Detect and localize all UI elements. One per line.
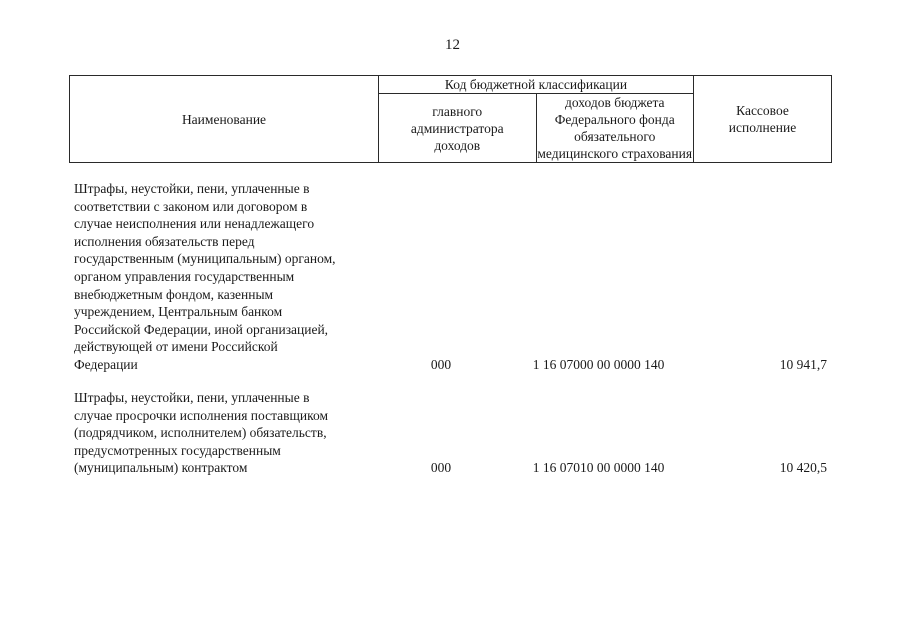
row-income-code: 1 16 07000 00 0000 140 bbox=[532, 357, 665, 372]
row-name-line: учреждением, Центральным банком bbox=[74, 304, 283, 320]
row-name-line: Штрафы, неустойки, пени, уплаченные в bbox=[74, 390, 310, 405]
row-admin-code: 000 bbox=[430, 357, 452, 372]
row-amount: 10 941,7 bbox=[779, 357, 827, 372]
row-name-line: действующей от имени Российской bbox=[74, 339, 278, 355]
row-name-line: исполнения обязательств перед bbox=[74, 233, 255, 249]
header-kbk-group-cell: Код бюджетной классификации bbox=[379, 76, 694, 94]
row-name-line: Российской Федерации, иной организацией, bbox=[74, 321, 329, 337]
row-income-code: 1 16 07010 00 0000 140 bbox=[532, 460, 665, 475]
header-kass-line: исполнение bbox=[728, 120, 797, 135]
row-name-line: Штрафы, неустойки, пени, уплаченные в bbox=[74, 181, 310, 196]
row-name-line: соответствии с законом или договором в bbox=[74, 198, 308, 214]
row-name-line: Федерации bbox=[74, 356, 138, 372]
header-admin-line: администратора bbox=[410, 120, 504, 136]
header-admin-line: доходов bbox=[434, 137, 481, 153]
row-name-line: внебюджетным фондом, казенным bbox=[74, 286, 274, 302]
header-kassovoe-cell bbox=[694, 76, 832, 163]
row-name-line: органом управления государственным bbox=[74, 268, 295, 284]
row-amount: 10 420,5 bbox=[779, 460, 827, 475]
table-header bbox=[69, 75, 832, 163]
row-name-line: (подрядчиком, исполнителем) обязательств, bbox=[74, 425, 327, 441]
header-admin-line: главного bbox=[432, 103, 483, 119]
row-name-line: случае неисполнения или ненадлежащего bbox=[74, 216, 315, 232]
row-name bbox=[74, 180, 374, 374]
header-income-line: обязательного bbox=[574, 129, 656, 144]
header-admin-cell bbox=[379, 94, 537, 163]
header-name-cell: Наименование bbox=[70, 76, 379, 163]
page-number: 12 bbox=[445, 37, 460, 53]
row-name bbox=[74, 389, 374, 477]
row-name-line: предусмотренных государственным bbox=[74, 442, 281, 458]
header-income-line: Федерального фонда bbox=[554, 112, 675, 127]
header-kass-line: Кассовое bbox=[736, 103, 789, 118]
header-income-line: медицинского страхования bbox=[537, 146, 693, 161]
row-name-line: государственным (муниципальным) органом, bbox=[74, 251, 336, 267]
row-name-line: (муниципальным) контрактом bbox=[74, 460, 248, 476]
header-income-line: доходов бюджета bbox=[564, 95, 665, 110]
header-income-cell bbox=[536, 94, 694, 163]
row-name-line: случае просрочки исполнения поставщиком bbox=[74, 407, 329, 423]
row-admin-code: 000 bbox=[430, 460, 452, 475]
